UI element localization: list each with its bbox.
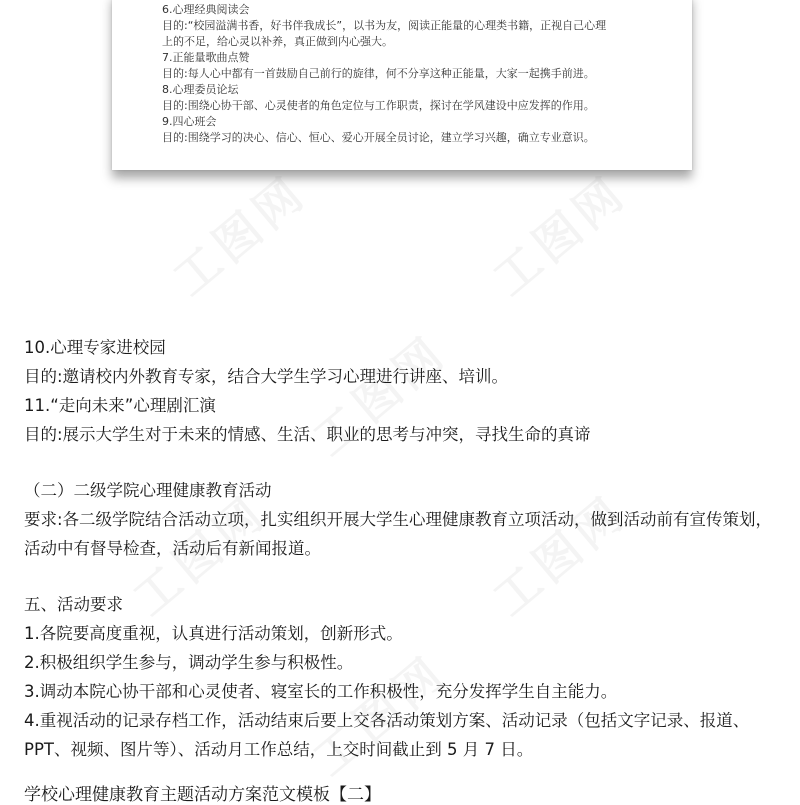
text-line: 目的:围绕心协干部、心灵使者的角色定位与工作职责，探讨在学风建设中应发挥的作用。: [162, 99, 595, 112]
text-line: 6.心理经典阅读会: [162, 3, 250, 16]
text-line: 7.正能量歌曲点赞: [162, 51, 250, 64]
requirement-3: 3.调动本院心协干部和心灵使者、寝室长的工作积极性，充分发挥学生自主能力。: [24, 682, 618, 701]
text-line: 目的:每人心中都有一首鼓励自己前行的旋律，何不分享这种正能量，大家一起携手前进。: [162, 67, 595, 80]
item-11-goal: 目的:展示大学生对于未来的情感、生活、职业的思考与冲突，寻找生命的真谛: [24, 425, 591, 444]
section-5-heading: 五、活动要求: [24, 595, 123, 614]
next-document-title: 学校心理健康教育主题活动方案范文模板【二】: [24, 785, 381, 805]
requirement-1: 1.各院要高度重视，认真进行活动策划，创新形式。: [24, 624, 403, 643]
requirement-4: 4.重视活动的记录存档工作，活动结束后要上交各活动策划方案、活动记录（包括文字记录、报道、PPT、视频、图片等）、活动月工作总结，上交时间截止到 5 月 7 日。: [24, 711, 750, 759]
requirement-2: 2.积极组织学生参与，调动学生参与积极性。: [24, 653, 354, 672]
item-10-goal: 目的:邀请校内外教育专家，结合大学生学习心理进行讲座、培训。: [24, 367, 509, 386]
item-10-title: 10.心理专家进校园: [24, 338, 166, 357]
document-body: [24, 333, 784, 764]
text-line: 目的:围绕学习的决心、信心、恒心、爱心开展全员讨论，建立学习兴趣，确立专业意识。: [162, 131, 595, 144]
text-line: 上的不足，给心灵以补养，真正做到内心强大。: [162, 35, 393, 48]
text-line: 目的:“校园溢满书香，好书伴我成长”，以书为友，阅读正能量的心理类书籍，正视自己心理: [162, 19, 607, 32]
text-line: 9.四心班会: [162, 115, 217, 128]
document-page-preview: [112, 0, 692, 170]
watermark: [477, 158, 639, 309]
item-11-title: 11.“走向未来”心理剧汇演: [24, 396, 216, 415]
section-2-heading: （二）二级学院心理健康教育活动: [24, 481, 272, 500]
watermark: [157, 158, 319, 309]
page-preview-text: [162, 0, 682, 146]
section-2-requirement: 要求:各二级学院结合活动立项，扎实组织开展大学生心理健康教育立项活动，做到活动前有宣传策划，活动中有督导检查，活动后有新闻报道。: [24, 510, 773, 558]
text-line: 8.心理委员论坛: [162, 83, 239, 96]
